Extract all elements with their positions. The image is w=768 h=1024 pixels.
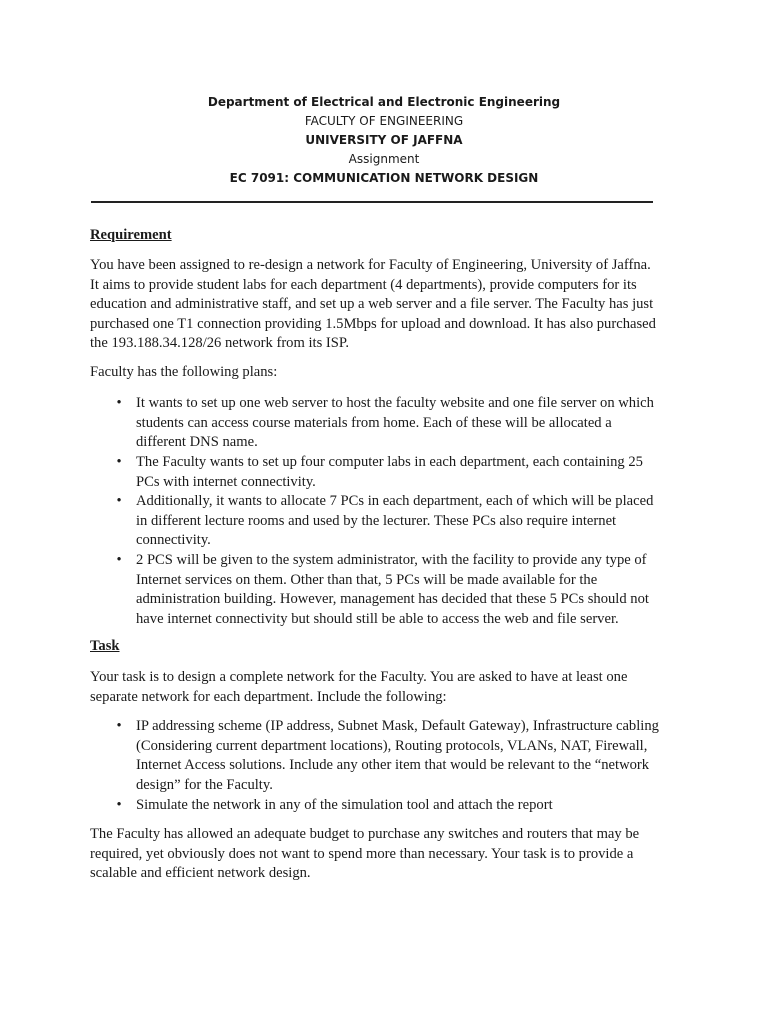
document-header <box>0 93 768 188</box>
paragraph-line: Faculty has the following plans: <box>90 364 278 380</box>
task-section <box>90 637 690 657</box>
paragraph-line: purchased one T1 connection providing 1.5Mbps for upload and download. It has also purchased <box>90 315 656 332</box>
bullet-line: Internet services on them. Other than that, 5 PCs will be made available for the <box>136 571 598 588</box>
bullet-icon: • <box>116 797 122 813</box>
task-paragraph <box>90 668 690 707</box>
task-heading: Task <box>90 638 120 654</box>
bullet-line: PCs with internet connectivity. <box>136 473 316 490</box>
requirement-section <box>90 226 690 246</box>
bullet-line: Additionally, it wants to allocate 7 PCs in each department, each of which will be placed <box>136 493 654 509</box>
bullet-line: Internet Access solutions. Include any other item that would be relevant to the “network <box>136 757 650 773</box>
bullet-line: Simulate the network in any of the simulation tool and attach the report <box>136 797 553 813</box>
bullet-line: It wants to set up one web server to host the faculty website and one file server on which <box>136 395 654 411</box>
budget-paragraph <box>90 825 690 884</box>
department-title: Department of Electrical and Electronic Engineering <box>207 95 561 109</box>
bullet-line: students can access course materials from home. Each of these will be allocated a <box>136 414 612 431</box>
requirement-heading: Requirement <box>90 227 172 243</box>
plans-intro <box>90 363 690 383</box>
bullet-line: connectivity. <box>136 532 211 548</box>
paragraph-line: the 193.188.34.128/26 network from its ISP. <box>90 335 350 351</box>
paragraph-line: The Faculty has allowed an adequate budget to purchase any switches and routers that may be <box>90 826 640 842</box>
bullet-line: (Considering current department locations), Routing protocols, VLANs, NAT, Firewall, <box>136 737 648 754</box>
bullet-icon: • <box>116 718 122 734</box>
paragraph-line: scalable and efficient network design. <box>90 865 311 881</box>
bullet-line: IP addressing scheme (IP address, Subnet Mask, Default Gateway), Infrastructure cabling <box>136 718 659 734</box>
paragraph-line: education and administrative staff, and set up a web server and a file server. The Faculty has just <box>90 296 654 312</box>
header-divider <box>91 201 653 203</box>
paragraph-line: It aims to provide student labs for each department (4 departments), provide computers for its <box>90 276 637 293</box>
faculty-title: FACULTY OF ENGINEERING <box>304 114 464 128</box>
bullet-line: different DNS name. <box>136 434 258 450</box>
doc-type: Assignment <box>348 152 420 166</box>
university-title: UNIVERSITY OF JAFFNA <box>305 133 463 147</box>
requirement-paragraph <box>90 256 690 354</box>
bullet-icon: • <box>116 493 122 509</box>
paragraph-line: Your task is to design a complete network for the Faculty. You are asked to have at least one <box>90 669 628 685</box>
paragraph-line: separate network for each department. Include the following: <box>90 688 447 705</box>
bullet-line: in different lecture rooms and used by the lecturer. These PCs also require internet <box>136 512 617 529</box>
bullet-icon: • <box>116 395 122 411</box>
course-title: EC 7091: COMMUNICATION NETWORK DESIGN <box>229 171 539 185</box>
bullet-icon: • <box>116 454 122 470</box>
bullet-line: have internet connectivity but should still be able to access the web and file server. <box>136 610 619 627</box>
bullet-line: The Faculty wants to set up four computer labs in each department, each containing 25 <box>136 454 643 470</box>
bullet-icon: • <box>116 552 122 568</box>
bullet-line: 2 PCS will be given to the system administrator, with the facility to provide any type of <box>136 552 647 568</box>
bullet-line: design” for the Faculty. <box>136 776 273 793</box>
bullet-line: administration building. However, management has decided that these 5 PCs should not <box>136 591 649 607</box>
paragraph-line: You have been assigned to re-design a network for Faculty of Engineering, University of Jaffna. <box>90 257 651 273</box>
paragraph-line: required, yet obviously does not want to spend more than necessary. Your task is to provide a <box>90 845 634 862</box>
